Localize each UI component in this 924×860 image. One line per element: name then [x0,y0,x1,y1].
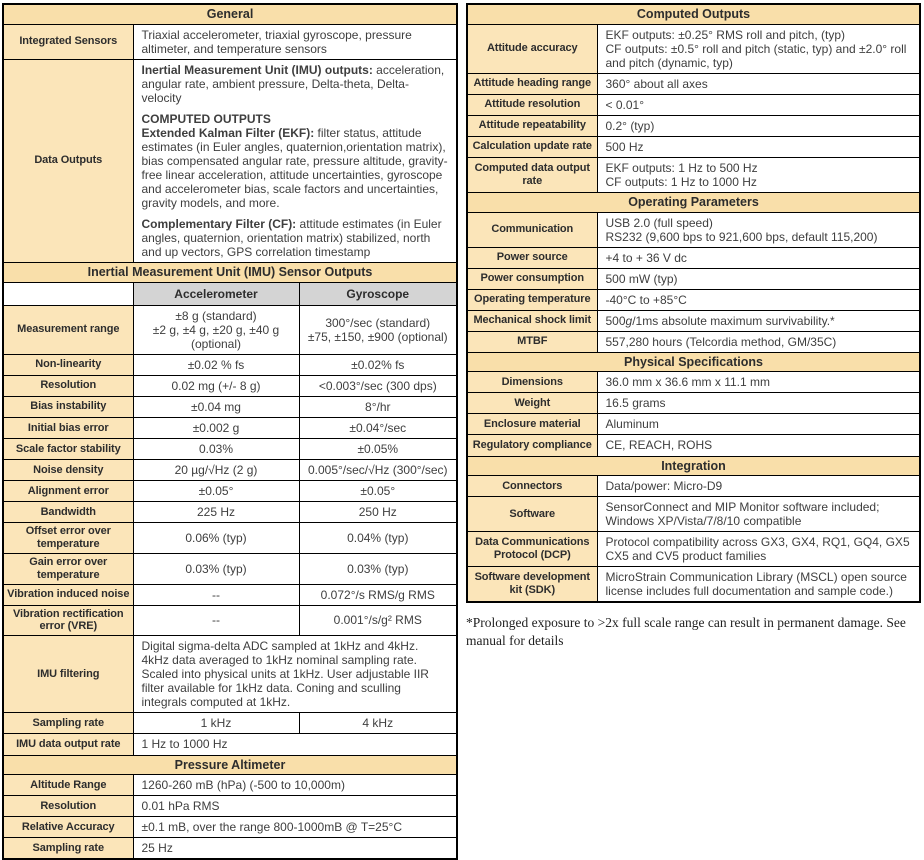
spec-row [467,372,920,393]
row-label: Attitude repeatability [467,115,597,136]
section-title: Physical Specifications [467,352,920,372]
row-value: 1260-260 mB (hPa) (-500 to 10,000m) [133,775,457,796]
row-value: +4 to + 36 V dc [597,247,920,268]
right-column-tables [466,3,921,603]
row-value: 0.03% (typ) [299,553,457,584]
row-label: Bandwidth [3,502,133,523]
paragraph: Complementary Filter (CF): attitude estimates (in Euler angles, quaternion, orientation matrix) stabilized, north and up vectors, GPS correlation timestamp [141,217,442,260]
row-label: Vibration rectification error (VRE) [3,605,133,636]
row-value: 16.5 grams [597,393,920,414]
spec-row [3,354,457,375]
row-label: Integrated Sensors [3,24,133,59]
spec-row [467,136,920,157]
spec-row [467,157,920,192]
row-value: Triaxial accelerometer, triaxial gyroscope, pressure altimeter, and temperature sensors [133,24,457,59]
section-header-row [3,263,457,283]
row-value: 25 Hz [133,838,457,860]
row-label: Bias instability [3,396,133,417]
spec-row [3,375,457,396]
spec-row [3,775,457,796]
row-value: ±0.02% fs [299,354,457,375]
row-value: EKF outputs: ±0.25° RMS roll and pitch, (typ) CF outputs: ±0.5° roll and pitch (static, typ) and ±2.0° roll and pitch (dynamic, typ) [597,24,920,73]
row-value: ±0.002 g [133,417,299,438]
section-title: Computed Outputs [467,4,920,24]
section-title: Operating Parameters [467,192,920,212]
row-value: 0.03% [133,438,299,459]
row-value: Data/power: Micro-D9 [597,476,920,497]
spec-row [3,734,457,755]
row-label: Regulatory compliance [467,435,597,456]
matrix-corner-cell [3,282,133,305]
spec-row [3,417,457,438]
row-value: 1 Hz to 1000 Hz [133,734,457,755]
spec-row [3,502,457,523]
row-value: 500 Hz [597,136,920,157]
row-value: <0.003°/sec (300 dps) [299,375,457,396]
row-label: Sampling rate [3,838,133,860]
spec-table-right [466,3,921,603]
row-label: Attitude resolution [467,94,597,115]
spec-row [3,584,457,605]
row-value: 36.0 mm x 36.6 mm x 11.1 mm [597,372,920,393]
row-value: 360° about all axes [597,73,920,94]
row-value [133,59,457,262]
row-label: IMU data output rate [3,734,133,755]
row-value: 0.005°/sec/√Hz (300°/sec) [299,460,457,481]
spec-row [467,476,920,497]
paragraph: COMPUTED OUTPUTS Extended Kalman Filter (EKF): filter status, attitude estimates (in Euler angles, quaternion,orientation matrix), bias compensated angular rate, pressure altitude, gravity-free linear acceleration, attitude uncertainties, gyroscope and accelerometer bias, scale factors and uncertainties, gravity models, and more. [141,111,448,210]
row-label: Attitude heading range [467,73,597,94]
row-label: Enclosure material [467,414,597,435]
row-label: Measurement range [3,305,133,354]
spec-row [467,497,920,532]
row-value: 557,280 hours (Telcordia method, GM/35C) [597,331,920,352]
row-value: Aluminum [597,414,920,435]
row-label: Vibration induced noise [3,584,133,605]
row-label: Scale factor stability [3,438,133,459]
section-title: Inertial Measurement Unit (IMU) Sensor Outputs [3,263,457,283]
spec-row [467,289,920,310]
row-value: 0.04% (typ) [299,523,457,554]
section-header-row [467,4,920,24]
row-label: Connectors [467,476,597,497]
row-value: 0.001°/s/g² RMS [299,605,457,636]
row-value: 0.01 hPa RMS [133,796,457,817]
spec-row [467,532,920,567]
spec-row [3,605,457,636]
spec-row [3,59,457,262]
footnote: *Prolonged exposure to >2x full scale range can result in permanent damage. See manual for details [466,615,906,649]
row-label: Offset error over temperature [3,523,133,554]
row-label: Power consumption [467,268,597,289]
row-label: Sampling rate [3,713,133,734]
matrix-header-row [3,282,457,305]
row-value: -- [133,584,299,605]
row-value: 0.03% (typ) [133,553,299,584]
row-label: Mechanical shock limit [467,310,597,331]
row-value: 4 kHz [299,713,457,734]
row-value: Protocol compatibility across GX3, GX4, RQ1, GQ4, GX5 CX5 and CV5 product families [597,532,920,567]
row-value: 300°/sec (standard) ±75, ±150, ±900 (optional) [299,305,457,354]
spec-row [3,838,457,860]
spec-row [3,713,457,734]
row-label: Attitude accuracy [467,24,597,73]
row-value: ±0.02 % fs [133,354,299,375]
section-header-row [467,456,920,476]
spec-row [467,414,920,435]
row-label: Noise density [3,460,133,481]
row-label: Operating temperature [467,289,597,310]
row-label: Non-linearity [3,354,133,375]
row-value: ±8 g (standard) ±2 g, ±4 g, ±20 g, ±40 g (optional) [133,305,299,354]
row-label: Computed data output rate [467,157,597,192]
spec-row [3,481,457,502]
row-value: 20 µg/√Hz (2 g) [133,460,299,481]
spec-row [3,817,457,838]
matrix-column-header: Gyroscope [299,282,457,305]
row-label: Alignment error [3,481,133,502]
right-column [466,3,921,650]
row-value: ±0.05° [299,481,457,502]
section-title: General [3,4,457,24]
row-value: 225 Hz [133,502,299,523]
row-value: 0.06% (typ) [133,523,299,554]
section-title: Pressure Altimeter [3,755,457,775]
spec-row [3,636,457,713]
row-value: 500 mW (typ) [597,268,920,289]
spec-row [3,553,457,584]
row-label: Relative Accuracy [3,817,133,838]
row-value: USB 2.0 (full speed) RS232 (9,600 bps to 921,600 bps, default 115,200) [597,212,920,247]
row-label: Initial bias error [3,417,133,438]
spec-row [467,24,920,73]
section-header-row [467,192,920,212]
row-label: Dimensions [467,372,597,393]
row-label: Data Communications Protocol (DCP) [467,532,597,567]
row-value: EKF outputs: 1 Hz to 500 Hz CF outputs: 1 Hz to 1000 Hz [597,157,920,192]
row-label: Power source [467,247,597,268]
spec-row [3,305,457,354]
spec-row [3,460,457,481]
row-value: -40°C to +85°C [597,289,920,310]
row-label: Resolution [3,375,133,396]
row-value: ±0.04°/sec [299,417,457,438]
spec-row [467,310,920,331]
left-column [2,3,458,860]
paragraph: Inertial Measurement Unit (IMU) outputs: acceleration, angular rate, ambient pressure, Delta-theta, Delta-velocity [141,62,445,105]
row-label: Software [467,497,597,532]
spec-row [467,115,920,136]
row-value: ±0.05% [299,438,457,459]
row-value: -- [133,605,299,636]
row-label: IMU filtering [3,636,133,713]
spec-row [3,24,457,59]
spec-row [467,331,920,352]
section-header-row [3,755,457,775]
section-header-row [467,352,920,372]
row-label: Gain error over temperature [3,553,133,584]
spec-row [467,435,920,456]
spec-row [467,212,920,247]
spec-row [467,94,920,115]
row-label: Calculation update rate [467,136,597,157]
spec-row [467,247,920,268]
row-value: CE, REACH, ROHS [597,435,920,456]
row-value: 1 kHz [133,713,299,734]
row-label: Altitude Range [3,775,133,796]
section-title: Integration [467,456,920,476]
row-label: Communication [467,212,597,247]
row-value: 250 Hz [299,502,457,523]
row-label: Software development kit (SDK) [467,567,597,603]
section-header-row [3,4,457,24]
row-value: < 0.01° [597,94,920,115]
spec-row [467,393,920,414]
row-value: 0.072°/s RMS/g RMS [299,584,457,605]
spec-row [3,796,457,817]
spec-row [467,567,920,603]
row-value: MicroStrain Communication Library (MSCL) open source license includes full documentation and sample code.) [597,567,920,603]
matrix-column-header: Accelerometer [133,282,299,305]
row-value: SensorConnect and MIP Monitor software included; Windows XP/Vista/7/8/10 compatible [597,497,920,532]
row-value: Digital sigma-delta ADC sampled at 1kHz and 4kHz. 4kHz data averaged to 1kHz nominal sampling rate. Scaled into physical units at 1kHz. User adjustable IIR filter available for 1kHz data. Coning and sculling integrals computed at 1kHz. [133,636,457,713]
row-label: Resolution [3,796,133,817]
row-value: 0.2° (typ) [597,115,920,136]
row-value: 500g/1ms absolute maximum survivability.* [597,310,920,331]
row-label: Data Outputs [3,59,133,262]
spec-row [3,396,457,417]
spec-row [467,268,920,289]
spec-row [3,523,457,554]
spec-row [3,438,457,459]
spec-row [467,73,920,94]
row-label: MTBF [467,331,597,352]
row-value: 0.02 mg (+/- 8 g) [133,375,299,396]
row-value: ±0.04 mg [133,396,299,417]
row-value: ±0.1 mB, over the range 800-1000mB @ T=25°C [133,817,457,838]
row-value: ±0.05° [133,481,299,502]
spec-table-left [2,3,458,860]
row-label: Weight [467,393,597,414]
row-value: 8°/hr [299,396,457,417]
